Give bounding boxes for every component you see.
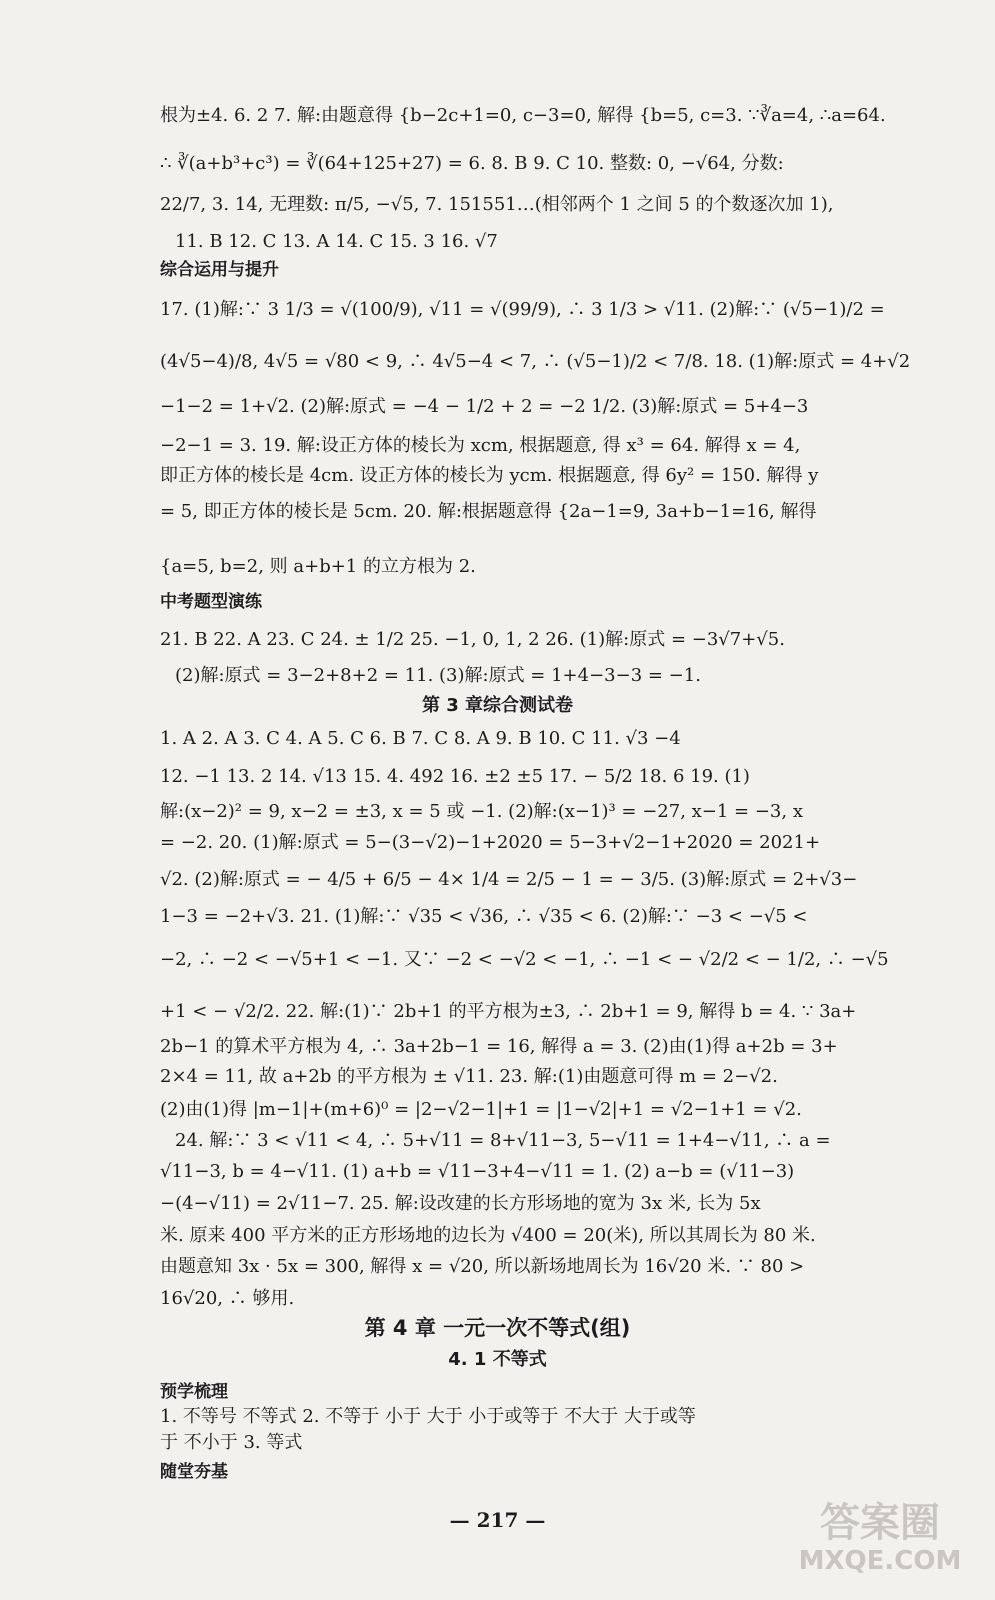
text-line: 解:(x−2)² = 9, x−2 = ±3, x = 5 或 −1. (2)解:(x−1)³ = −27, x−1 = −3, x [160,801,803,822]
text-line: 16√20, ∴ 够用. [160,1288,295,1309]
text-line: (2)解:原式 = 3−2+8+2 = 11. (3)解:原式 = 1+4−3−3 = −1. [175,665,701,686]
text-line: 即正方体的棱长是 4cm. 设正方体的棱长为 ycm. 根据题意, 得 6y² = 150. 解得 y [160,465,819,486]
section-heading: 中考题型演练 [160,592,262,612]
text-line: √2. (2)解:原式 = − 4/5 + 6/5 − 4× 1/4 = 2/5 − 1 = − 3/5. (3)解:原式 = 2+√3− [160,869,858,890]
section-title: 4. 1 不等式 [448,1349,547,1370]
text-line: 2×4 = 11, 故 a+2b 的平方根为 ± √11. 23. 解:(1)由题意可得 m = 2−√2. [160,1066,778,1087]
watermark-logo [790,1500,970,1576]
text-line: 24. 解:∵ 3 < √11 < 4, ∴ 5+√11 = 8+√11−3, 5−√11 = 1+4−√11, ∴ a = [175,1130,831,1151]
text-line: = −2. 20. (1)解:原式 = 5−(3−√2)−1+2020 = 5−3+√2−1+2020 = 2021+ [160,832,821,853]
section-heading: 预学梳理 [160,1382,228,1402]
text-line: −1−2 = 1+√2. (2)解:原式 = −4 − 1/2 + 2 = −2 1/2. (3)解:原式 = 5+4−3 [160,396,809,417]
text-line: −2−1 = 3. 19. 解:设正方体的棱长为 xcm, 根据题意, 得 x³ = 64. 解得 x = 4, [160,435,801,456]
chapter-title: 第 4 章 一元一次不等式(组) [364,1316,631,1340]
section-heading: 综合运用与提升 [160,260,279,280]
text-line: 21. B 22. A 23. C 24. ± 1/2 25. −1, 0, 1, 2 26. (1)解:原式 = −3√7+√5. [160,629,785,650]
text-line: 由题意知 3x · 5x = 300, 解得 x = √20, 所以新场地周长为 16√20 米. ∵ 80 > [160,1256,805,1277]
text-line: 22/7, 3. 14, 无理数: π/5, −√5, 7. 151551…(相邻两个 1 之间 5 的个数逐次加 1), [160,194,834,215]
text-line: −2, ∴ −2 < −√5+1 < −1. 又∵ −2 < −√2 < −1, ∴ −1 < − √2/2 < − 1/2, ∴ −√5 [160,949,889,970]
text-line: 11. B 12. C 13. A 14. C 15. 3 16. √7 [175,231,498,252]
text-line: +1 < − √2/2. 22. 解:(1)∵ 2b+1 的平方根为±3, ∴ 2b+1 = 9, 解得 b = 4. ∵ 3a+ [160,1001,857,1022]
text-line: {a=5, b=2, 则 a+b+1 的立方根为 2. [160,556,476,577]
text-line: 12. −1 13. 2 14. √13 15. 4. 492 16. ±2 ±5 17. − 5/2 18. 6 19. (1) [160,766,750,787]
text-line: 2b−1 的算术平方根为 4, ∴ 3a+2b−1 = 16, 解得 a = 3. (2)由(1)得 a+2b = 3+ [160,1036,838,1057]
text-line: 17. (1)解:∵ 3 1/3 = √(100/9), √11 = √(99/9), ∴ 3 1/3 > √11. (2)解:∵ (√5−1)/2 = [160,299,885,320]
watermark-line1: 答案圈 [820,1500,940,1546]
watermark-line2: MXQE.COM [798,1546,962,1576]
text-line: √11−3, b = 4−√11. (1) a+b = √11−3+4−√11 = 1. (2) a−b = (√11−3) [160,1161,795,1182]
text-line: 米. 原来 400 平方米的正方形场地的边长为 √400 = 20(米), 所以其周长为 80 米. [160,1225,816,1246]
text-line: (4√5−4)/8, 4√5 = √80 < 9, ∴ 4√5−4 < 7, ∴ (√5−1)/2 < 7/8. 18. (1)解:原式 = 4+√2 [160,351,911,372]
page-number: — 217 — [449,1508,546,1532]
text-line: ∴ ∛(a+b³+c³) = ∛(64+125+27) = 6. 8. B 9. C 10. 整数: 0, −√64, 分数: [160,153,784,174]
text-line: 1. A 2. A 3. C 4. A 5. C 6. B 7. C 8. A 9. B 10. C 11. √3 −4 [160,728,681,749]
text-line: 1−3 = −2+√3. 21. (1)解:∵ √35 < √36, ∴ √35 < 6. (2)解:∵ −3 < −√5 < [160,906,808,927]
text-line: −(4−√11) = 2√11−7. 25. 解:设改建的长方形场地的宽为 3x 米, 长为 5x [160,1193,761,1214]
text-line: (2)由(1)得 |m−1|+(m+6)⁰ = |2−√2−1|+1 = |1−√2|+1 = √2−1+1 = √2. [160,1099,802,1120]
text-line: 根为±4. 6. 2 7. 解:由题意得 {b−2c+1=0, c−3=0, 解得 {b=5, c=3. ∵∛a=4, ∴a=64. [160,105,886,126]
text-line: = 5, 即正方体的棱长是 5cm. 20. 解:根据题意得 {2a−1=9, 3a+b−1=16, 解得 [160,501,817,522]
section-heading: 随堂夯基 [160,1462,228,1482]
chapter-test-title: 第 3 章综合测试卷 [421,695,574,716]
text-line: 于 不小于 3. 等式 [160,1432,303,1453]
text-line: 1. 不等号 不等式 2. 不等于 小于 大于 小于或等于 不大于 大于或等 [160,1406,696,1427]
